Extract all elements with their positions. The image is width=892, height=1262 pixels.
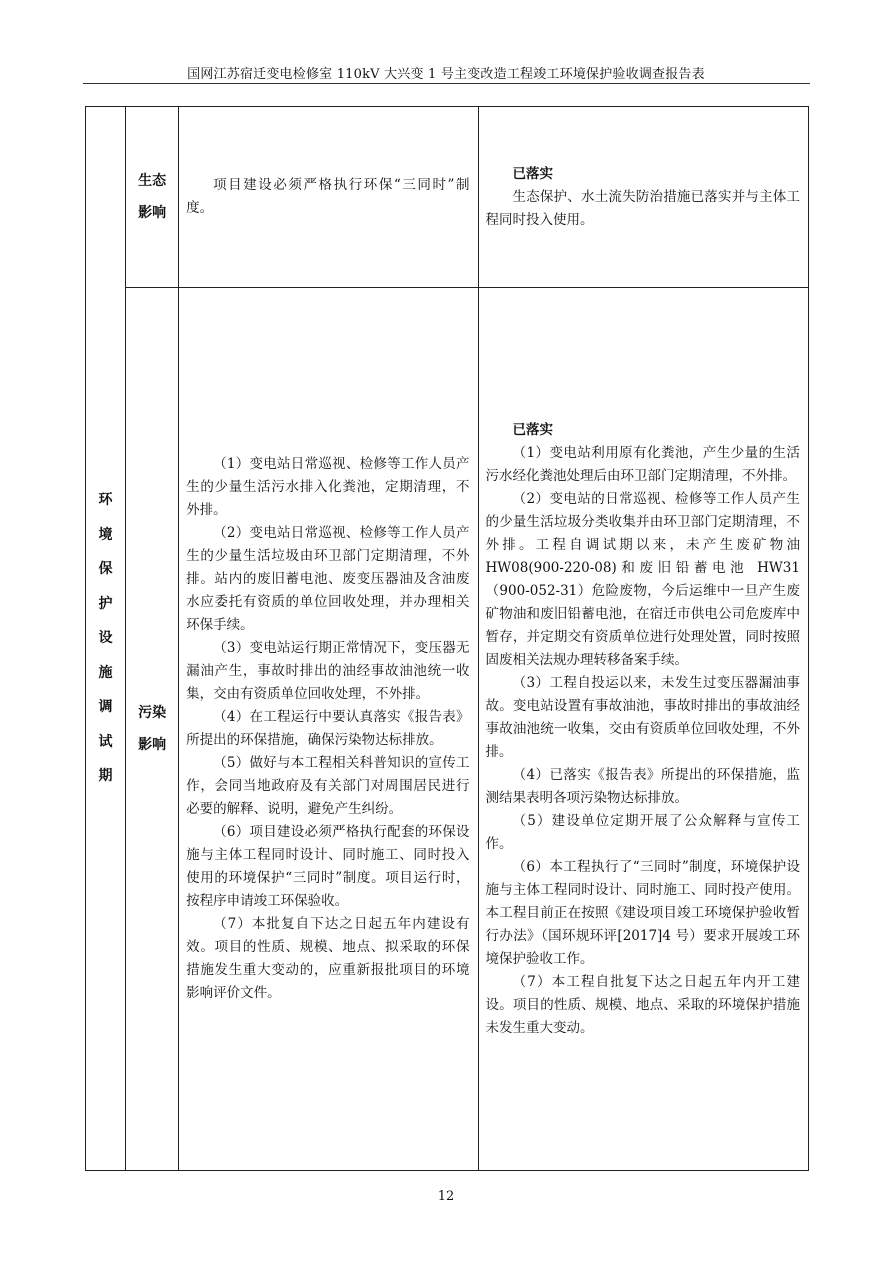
page-header: 国网江苏宿迁变电检修室 110kV 大兴变 1 号主变改造工程竣工环境保护验收调查报告表: [187, 67, 705, 82]
requirements-text: （1）变电站日常巡视、检修等工作人员产生的少量生活污水排入化粪池，定期清理，不外排。 （2）变电站日常巡视、检修等工作人员产生的少量生活垃圾由环卫部门定期清理，不外排。站内的废旧蓄电池、废变压器油及含油废水应委托有资质的单位回收处理，并办理相关环保手续。 （3）变电站运行期正常情况下，变压器无漏油产生，事故时排出的油经事故油池统一收集，交由有资质单位回收处理，不外排。 （4）在工程运行中要认真落实《报告表》所提出的环保措施，确保污染物达标排放。 （5）做好与本工程相关科普知识的宣传工作，会同当地政府及有关部门对周围居民进行必要的解释、说明，避免产生纠纷。 （6）项目建设必须严格执行配套的环保设施与主体工程同时设计、同时施工、同时投入使用的环境保护“三同时”制度。项目运行时，按程序申请竣工环保验收。 （7）本批复自下达之日起五年内建设有效。项目的性质、规模、地点、拟采取的环保措施发生重大变动的，应重新报批项目的环境影响评价文件。: [186, 456, 470, 1001]
requirements-text: 项目建设必须严格执行环保“三同时”制度。: [186, 177, 470, 216]
page-number: 12: [437, 1189, 455, 1204]
table-row-ecology: [86, 107, 809, 288]
status-text: 已落实: [512, 421, 554, 438]
header-rule: [83, 83, 810, 84]
status-text: 已落实: [512, 165, 554, 182]
implementation-text: 已落实 生态保护、水土流失防治措施已落实并与主体工程同时投入使用。: [479, 163, 808, 232]
table-row-pollution: [86, 288, 809, 1171]
section-label-cell: [86, 107, 126, 1171]
requirements-cell: [179, 288, 478, 1171]
row-label-cell: [126, 107, 179, 288]
implementation-cell: [478, 288, 808, 1171]
implementation-text: 已落实 （1）变电站利用原有化粪池，产生少量的生活污水经化粪池处理后由环卫部门定期清理，不外排。 （2）变电站的日常巡视、检修等工作人员产生的少量生活垃圾分类收集并由环卫部门定期清理，不外排。工程自调试期以来，未产生废矿物油 HW08(900-220-08)和废旧铅蓄电池 HW31（900-052-31）危险废物，今后运维中一旦产生废矿物油和废旧铅蓄电池，在宿迁市供电公司危废库中暂存，并定期交有资质单位进行处理处置，同时按照固废相关法规办理转移备案手续。 （3）工程自投运以来，未发生过变压器漏油事故。变电站设置有事故油池，事故时排出的事故油经事故油池统一收集，交由有资质单位回收处理，不外排。 （4）已落实《报告表》所提出的环保措施，监测结果表明各项污染物达标排放。 （5）建设单位定期开展了公众解释与宣传工作。 （6）本工程执行了“三同时”制度，环境保护设施与主体工程同时设计、同时施工、同时投产使用。本工程目前正在按照《建设项目竣工环境保护验收暂行办法》（国环规环评[2017]4 号）要求开展竣工环境保护验收工作。 （7）本工程自批复下达之日起五年内开工建设。项目的性质、规模、地点、采取的环境保护措施未发生重大变动。: [479, 419, 808, 1040]
row-label-ecology: 生态 影响: [138, 173, 167, 221]
row-label-cell: [126, 288, 179, 1171]
acceptance-table: [85, 106, 809, 1171]
section-label: 环 境 保 护 设 施 调 试 期: [98, 492, 113, 785]
row-label-pollution: 污染 影响: [138, 705, 167, 753]
requirements-cell: [179, 107, 478, 288]
implementation-cell: [478, 107, 808, 288]
